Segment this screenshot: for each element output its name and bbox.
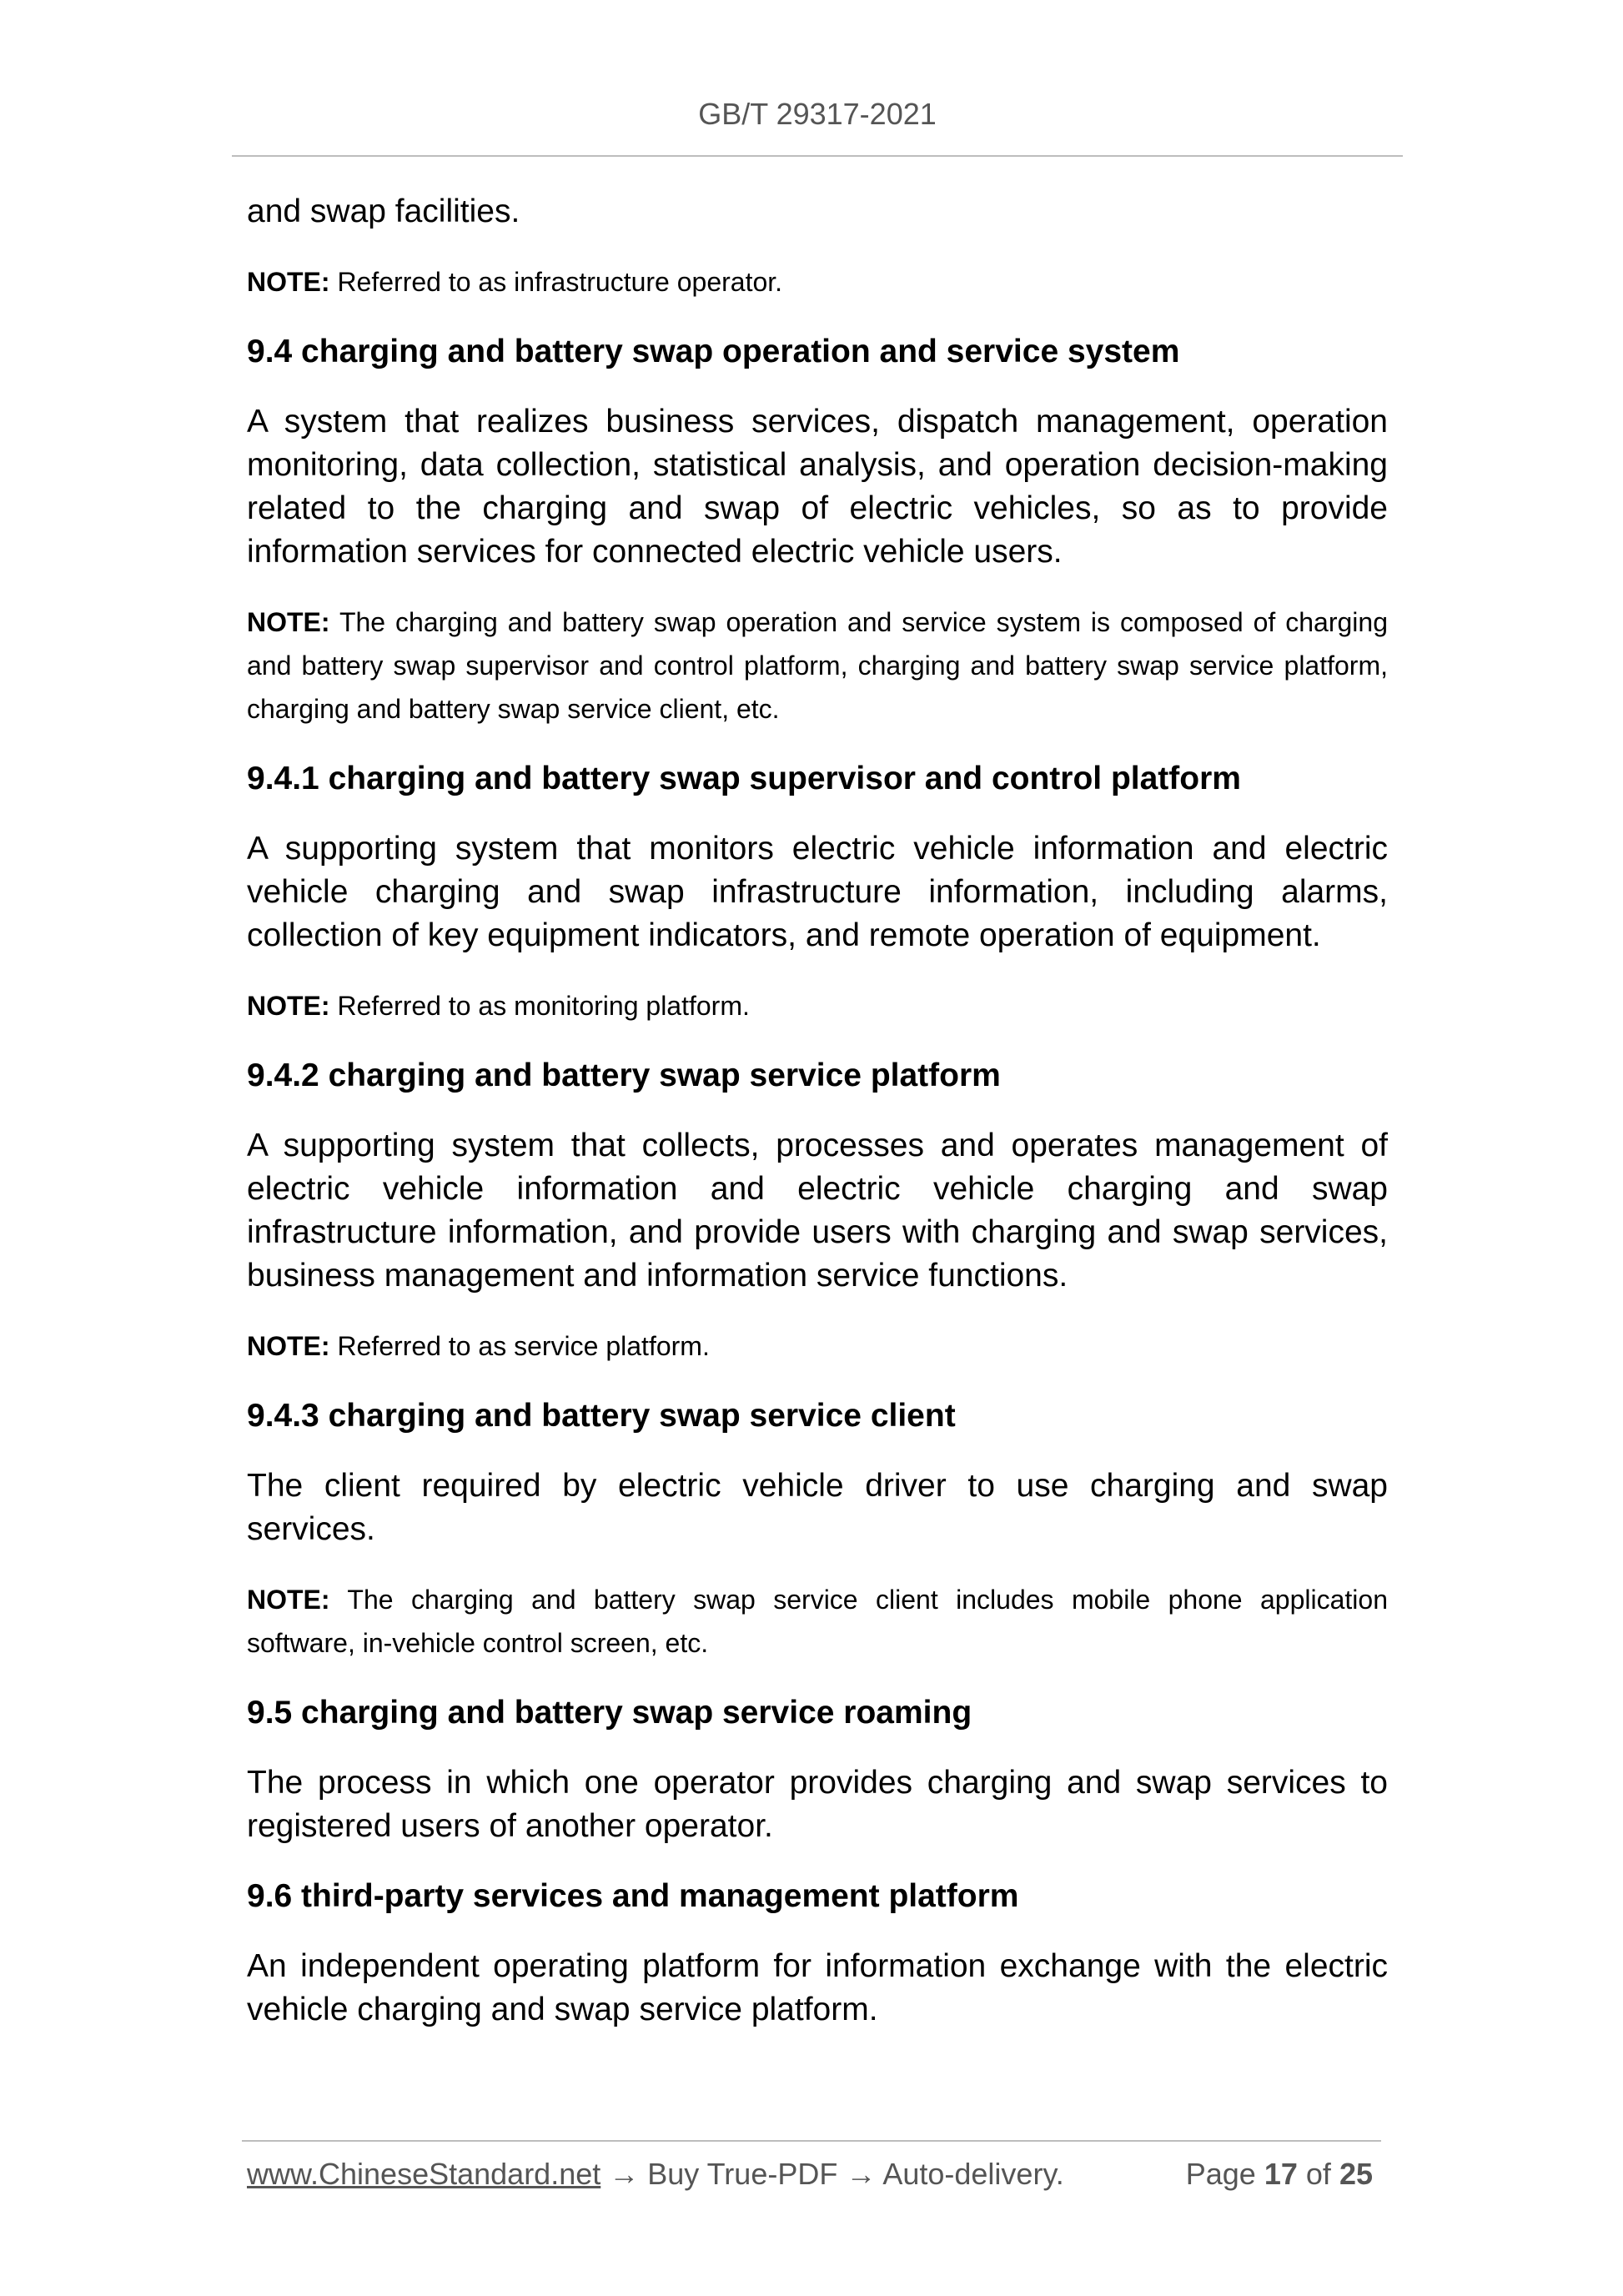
promo-text: → Buy True-PDF → Auto-delivery. bbox=[609, 2157, 1064, 2191]
note-label: NOTE: bbox=[247, 1585, 330, 1615]
section-heading-9-4: 9.4 charging and battery swap operation and service system bbox=[247, 334, 1180, 369]
section-heading-9-4-1: 9.4.1 charging and battery swap supervisor and control platform bbox=[247, 761, 1241, 796]
section-heading-9-6: 9.6 third-party services and management platform bbox=[247, 1878, 1019, 1914]
note-9-4 bbox=[247, 600, 1388, 731]
note-text: The charging and battery swap service client includes mobile phone application software, in-vehicle control screen, etc. bbox=[247, 1585, 1389, 1658]
note-1 bbox=[247, 260, 1388, 304]
document-body bbox=[247, 190, 1388, 2032]
note-label: NOTE: bbox=[247, 991, 330, 1021]
section-heading-9-5: 9.5 charging and battery swap service roaming bbox=[247, 1695, 972, 1731]
section-paragraph-9-6: An independent operating platform for information exchange with the electric vehicle charging and swap service platform. bbox=[247, 1948, 1388, 2027]
note-text: Referred to as monitoring platform. bbox=[337, 991, 750, 1021]
page-footer bbox=[247, 2157, 1381, 2192]
page-label: Page bbox=[1185, 2157, 1256, 2191]
note-9-4-1 bbox=[247, 984, 1388, 1027]
page-of-label: of bbox=[1305, 2157, 1331, 2191]
header-divider bbox=[232, 155, 1403, 157]
website-link[interactable]: www.ChineseStandard.net bbox=[247, 2157, 601, 2191]
note-label: NOTE: bbox=[247, 607, 330, 637]
note-text: Referred to as infrastructure operator. bbox=[337, 267, 783, 297]
note-text: Referred to as service platform. bbox=[337, 1331, 710, 1361]
section-paragraph-9-4-1: A supporting system that monitors electric vehicle information and electric vehicle charging and swap infrastructure information, including alarms, collection of key equipment indicators, and remote operation of equipment. bbox=[247, 831, 1388, 953]
note-label: NOTE: bbox=[247, 1331, 330, 1361]
section-paragraph-9-4-2: A supporting system that collects, processes and operates management of electric vehicle information and electric vehicle charging and swap infrastructure information, and provide users with charging and swap services, business management and information service functions. bbox=[247, 1128, 1388, 1294]
note-label: NOTE: bbox=[247, 267, 330, 297]
footer-divider bbox=[242, 2140, 1381, 2142]
intro-paragraph: and swap facilities. bbox=[247, 193, 520, 229]
section-heading-9-4-2: 9.4.2 charging and battery swap service platform bbox=[247, 1058, 1001, 1093]
page-header-standard-code: GB/T 29317-2021 bbox=[698, 97, 937, 131]
section-paragraph-9-5: The process in which one operator provides charging and swap services to registered users of another operator. bbox=[247, 1765, 1388, 1844]
section-paragraph-9-4-3: The client required by electric vehicle driver to use charging and swap services. bbox=[247, 1468, 1388, 1547]
section-paragraph-9-4: A system that realizes business services, dispatch management, operation monitoring, data collection, statistical analysis, and operation decision-making related to the charging and swap of electric vehicles, so as to provide information services for connected electric vehicle users. bbox=[247, 404, 1388, 570]
page-total: 25 bbox=[1339, 2157, 1373, 2191]
note-9-4-2 bbox=[247, 1324, 1388, 1368]
note-9-4-3 bbox=[247, 1578, 1388, 1665]
page-current: 17 bbox=[1264, 2157, 1298, 2191]
page-indicator bbox=[1186, 2157, 1373, 2192]
note-text: The charging and battery swap operation and service system is composed of charging and battery swap supervisor and control platform, charging and battery swap service platform, charging and battery swap service client, etc. bbox=[247, 607, 1389, 724]
section-heading-9-4-3: 9.4.3 charging and battery swap service client bbox=[247, 1398, 956, 1434]
